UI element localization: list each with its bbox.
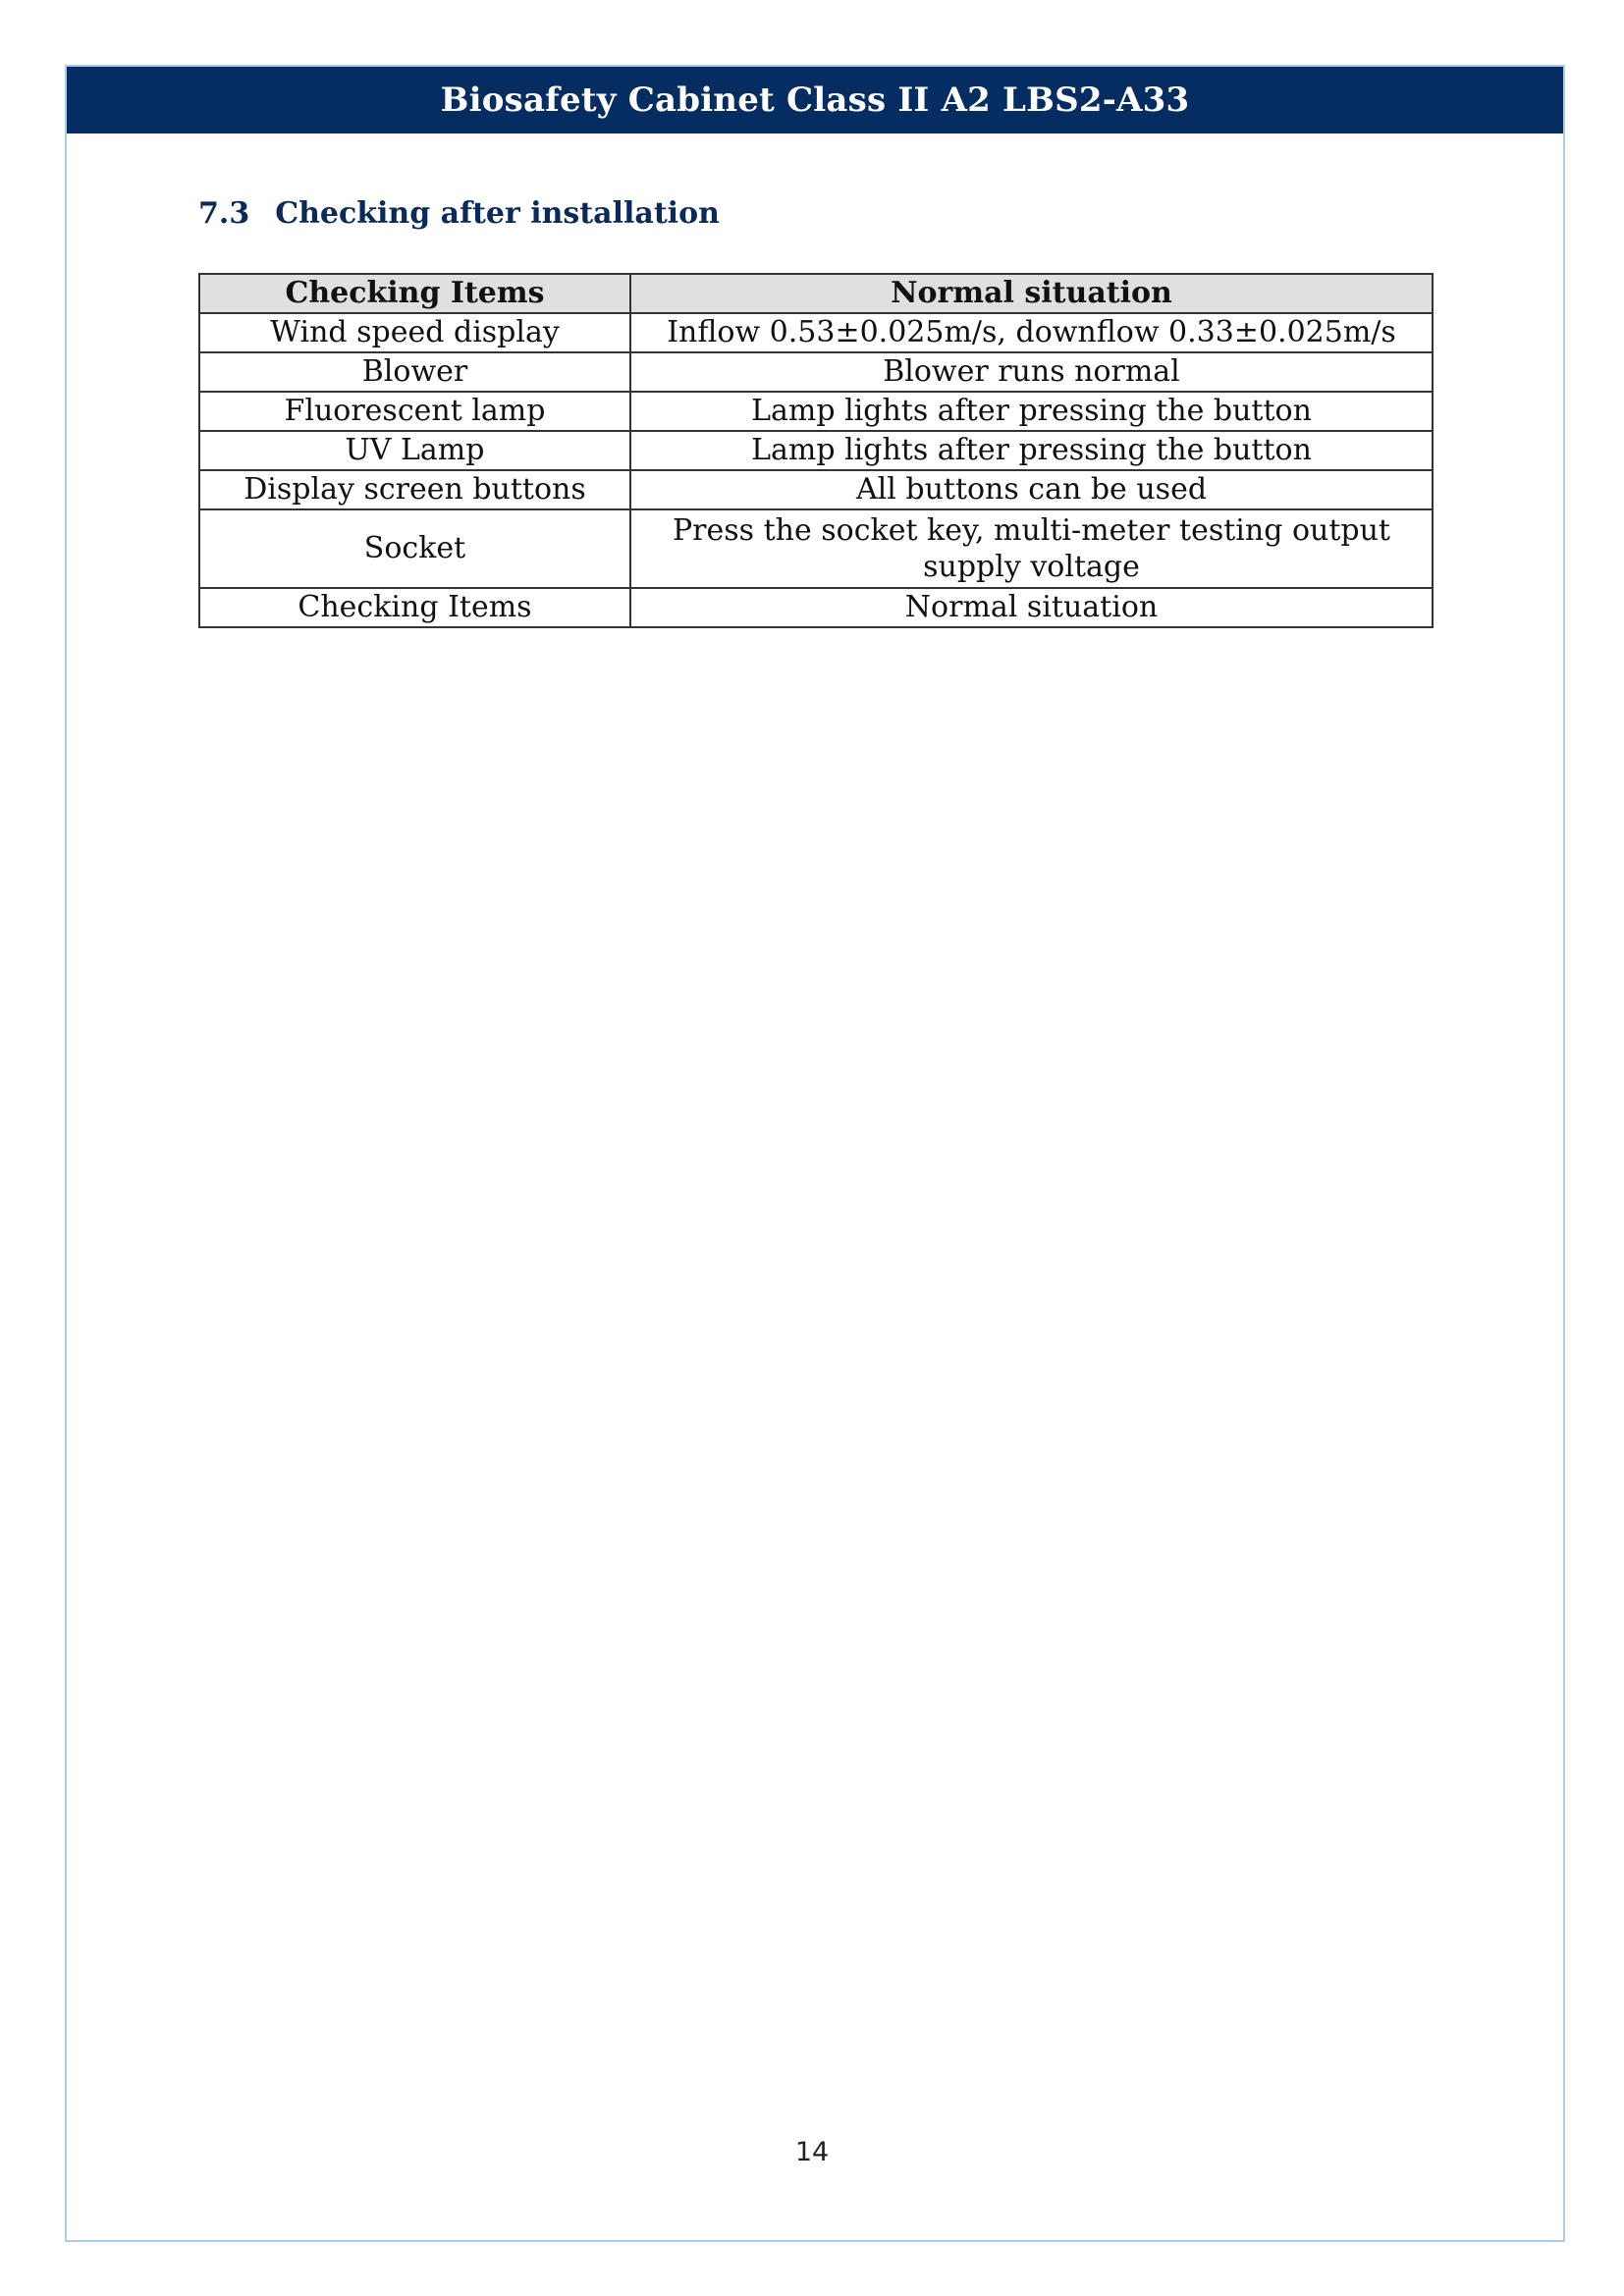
table-cell-situation: Blower runs normal [630, 352, 1433, 392]
table-cell-situation: All buttons can be used [630, 470, 1433, 509]
table-cell-situation: Lamp lights after pressing the button [630, 431, 1433, 470]
table-row [199, 588, 1433, 627]
table-cell-item: Fluorescent lamp [199, 392, 630, 431]
section-heading [198, 196, 720, 231]
checking-table [198, 273, 1434, 628]
table-row [199, 470, 1433, 509]
column-header-normal-situation: Normal situation [630, 274, 1433, 313]
table-cell-situation: Lamp lights after pressing the button [630, 392, 1433, 431]
page-number: 14 [794, 2137, 830, 2167]
table-row [199, 352, 1433, 392]
table-cell-item: Display screen buttons [199, 470, 630, 509]
section-title: Checking after installation [275, 196, 720, 231]
table-header-row [199, 274, 1433, 313]
table-cell-item: Blower [199, 352, 630, 392]
table-cell-item: Socket [199, 509, 630, 588]
table-row [199, 392, 1433, 431]
section-number: 7.3 [198, 196, 250, 231]
document-title: Biosafety Cabinet Class II A2 LBS2-A33 [440, 80, 1190, 120]
table-cell-situation: Normal situation [630, 588, 1433, 627]
table-cell-situation: Inflow 0.53±0.025m/s, downflow 0.33±0.025m/s [630, 313, 1433, 352]
table-row [199, 431, 1433, 470]
table-cell-item: UV Lamp [199, 431, 630, 470]
table-row [199, 509, 1433, 588]
table-cell-situation: Press the socket key, multi-meter testing output supply voltage [630, 509, 1433, 588]
table-cell-item: Wind speed display [199, 313, 630, 352]
document-header [67, 67, 1563, 133]
table-cell-item: Checking Items [199, 588, 630, 627]
column-header-checking-items: Checking Items [199, 274, 630, 313]
table-row [199, 313, 1433, 352]
